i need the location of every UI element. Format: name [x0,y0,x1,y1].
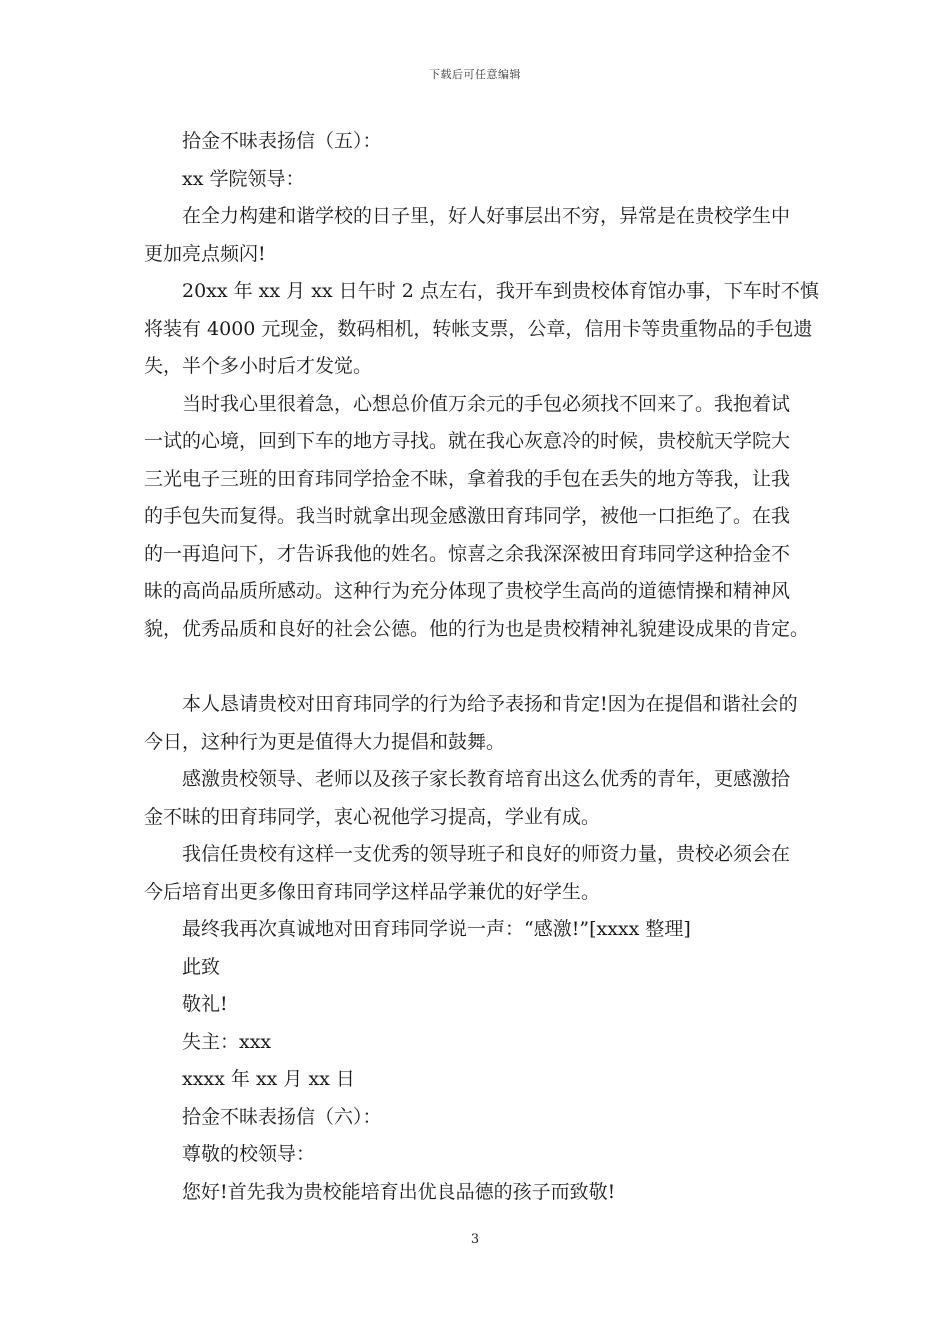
signature-owner: 失主：xxx [182,1030,272,1053]
document-body [144,123,834,1211]
paragraph-line: 一试的心境，回到下车的地方寻找。就在我心灰意冷的时候，贵校航天学院大 [144,430,791,452]
paragraph-line: 我信任贵校有这样一支优秀的领导班子和良好的师资力量，贵校必须会在 [182,843,791,865]
paragraph-line: 的手包失而复得。我当时就拿出现金感激田育玮同学，被他一口拒绝了。在我 [144,505,791,527]
paragraph-line: 最终我再次真诚地对田育玮同学说一声：“感激!”[xxxx 整理] [182,918,691,940]
paragraph-line: 今后培育出更多像田育玮同学这样品学兼优的好学生。 [144,880,601,903]
paragraph-line: 三光电子三班的田育玮同学拾金不昧，拿着我的手包在丢失的地方等我，让我 [144,467,791,490]
paragraph-gap [144,648,834,686]
paragraph-line: 今日，这种行为更是值得大力提倡和鼓舞。 [144,730,506,753]
paragraph-line: 昧的高尚品质所感动。这种行为充分体现了贵校学生高尚的道德情操和精神风 [144,580,791,602]
paragraph-line: 的一再追问下，才告诉我他的姓名。惊喜之余我深深被田育玮同学这种拾金不 [144,542,791,565]
paragraph-line: 金不昧的田育玮同学，衷心祝他学习提高，学业有成。 [144,805,601,828]
paragraph-line: 您好!首先我为贵校能培育出优良品德的孩子而致敬! [182,1180,616,1203]
letter-5-title: 拾金不昧表扬信（五）： [182,130,382,152]
page-number: 3 [470,1232,480,1247]
paragraph-line: 当时我心里很着急，心想总价值万余元的手包必须找不回来了。我抱着试 [182,392,791,415]
paragraph-line: 本人恳请贵校对田育玮同学的行为给予表扬和肯定!因为在提倡和谐社会的 [182,693,798,715]
paragraph-line: 貌，优秀品质和良好的社会公德。他的行为也是贵校精神礼貌建设成果的肯定。 [144,617,810,640]
page-header-note: 下载后可任意编辑 [429,68,521,81]
paragraph-line: 将装有 4000 元现金，数码相机，转帐支票，公章，信用卡等贵重物品的手包遗 [144,317,813,340]
letter-6-title: 拾金不昧表扬信（六）： [182,1105,382,1128]
paragraph-line: 在全力构建和谐学校的日子里，好人好事层出不穷，异常是在贵校学生中 [182,205,791,227]
paragraph-line: 感激贵校领导、老师以及孩子家长教育培育出这么优秀的青年，更感激拾 [182,768,791,790]
paragraph-line: 更加亮点频闪! [144,242,266,265]
closing-phrase: 此致 [182,955,221,978]
closing-salute: 敬礼! [182,993,228,1015]
paragraph-line: 失，半个多小时后才发觉。 [144,355,373,377]
paragraph-line: 20xx 年 xx 月 xx 日午时 2 点左右，我开车到贵校体育馆办事，下车时不慎 [182,280,819,302]
letter-6-salutation: 尊敬的校领导： [182,1143,316,1165]
letter-5-salutation: xx 学院领导： [182,167,305,190]
signature-date: xxxx 年 xx 月 xx 日 [182,1068,355,1090]
